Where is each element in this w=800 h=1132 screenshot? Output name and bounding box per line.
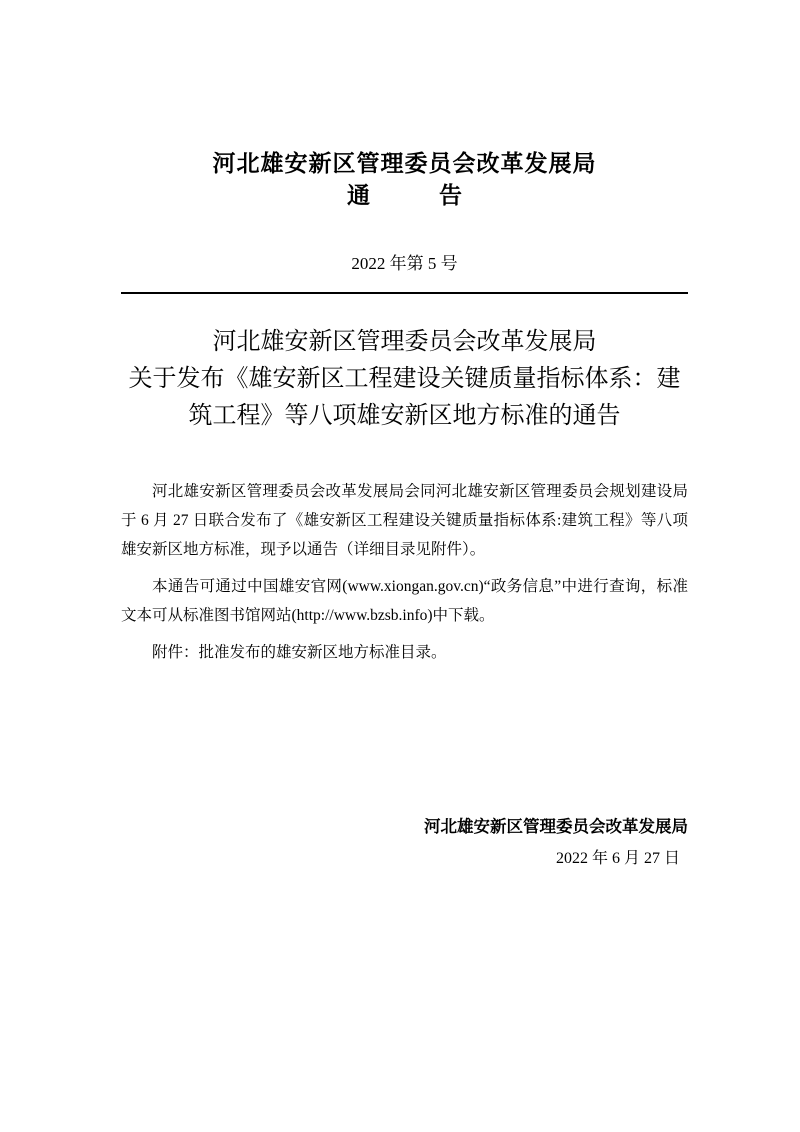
notice-title-line-1: 河北雄安新区管理委员会改革发展局 — [212, 329, 597, 355]
header-doc-type: 通 告 — [347, 183, 462, 208]
body-paragraph-announcement: 河北雄安新区管理委员会改革发展局会同河北雄安新区管理委员会规划建设局于 6 月 27 日联合发布了《雄安新区工程建设关键质量指标体系:建筑工程》等八项雄安新区地方标准，现予以通告（详细目录见附件）。 — [121, 483, 688, 558]
body-paragraph-attachment: 附件：批准发布的雄安新区地方标准目录。 — [152, 644, 447, 661]
issue-number: 2022 年第 5 号 — [351, 254, 458, 273]
notice-title-line-3: 筑工程》等八项雄安新区地方标准的通告 — [188, 403, 621, 429]
header-divider-rule — [121, 292, 688, 294]
notice-title-line-2: 关于发布《雄安新区工程建设关键质量指标体系：建 — [128, 366, 681, 392]
notice-title — [121, 324, 688, 435]
signature-date: 2022 年 6 月 27 日 — [555, 850, 680, 867]
body-paragraph-access-info: 本通告可通过中国雄安官网(www.xiongan.gov.cn)“政务信息”中进行查询，标准文本可从标准图书馆网站(http://www.bzsb.info)中下载。 — [121, 578, 688, 624]
signature-org-name: 河北雄安新区管理委员会改革发展局 — [424, 817, 688, 836]
notice-body — [121, 477, 688, 667]
header-org-name: 河北雄安新区管理委员会改革发展局 — [212, 151, 597, 176]
